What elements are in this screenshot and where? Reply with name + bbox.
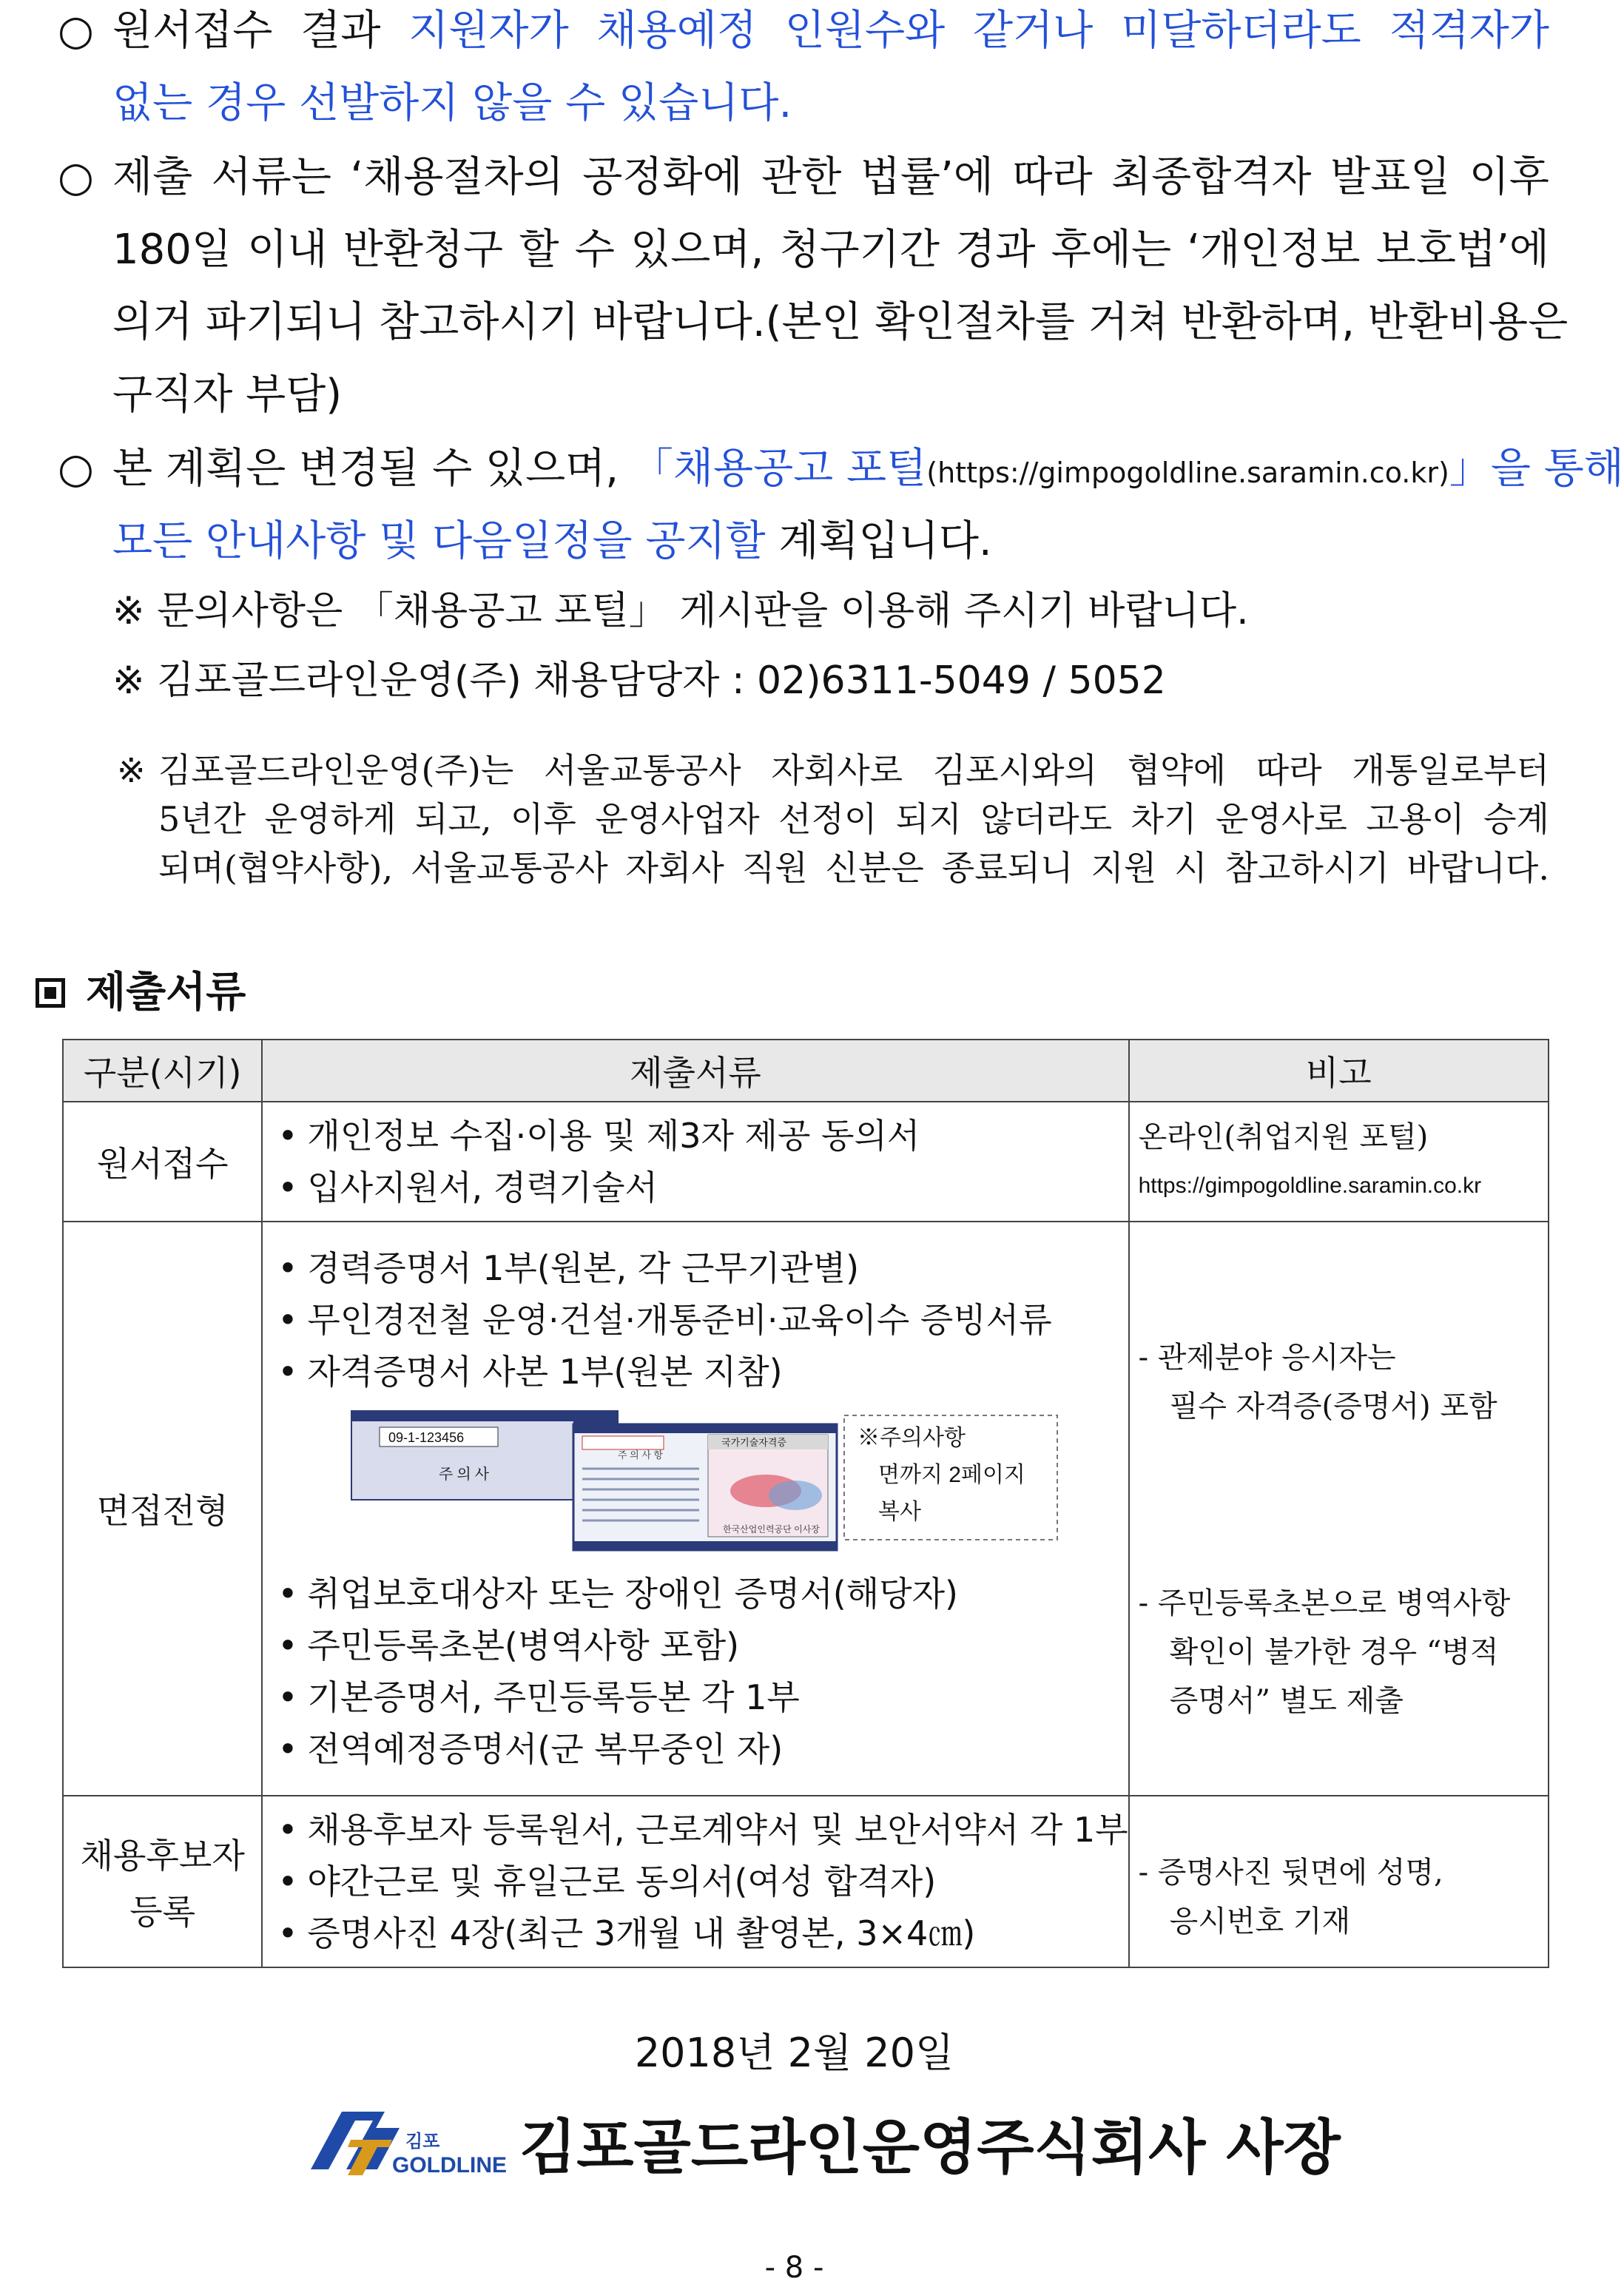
para2-line3: 의거 파기되니 참고하시기 바랍니다.(본인 확인절차를 거쳐 반환하며, 반환비용은 [112,298,1569,346]
portal-name: 「채용공고 포털 [631,445,927,493]
para1-line2: 없는 경우 선발하지 않을 수 있습니다. [112,79,792,127]
para2-line2: 180일 이내 반환청구 할 수 있으며, 청구기간 경과 후에는 ‘개인정보 보호법’에 [112,226,1549,274]
list-item: • 경력증명서 1부(원본, 각 근무기관별) [277,1248,860,1288]
cert-header: 국가기술자격증 [721,1437,787,1448]
notice-line1: 김포골드라인운영(주)는 서울교통공사 자회사로 김포시와의 협약에 따라 개통일로부터 [158,750,1549,790]
para3-line2 [112,517,992,565]
cert-note: 면까지 2페이지 [878,1463,1026,1487]
cert-number: 09-1-123456 [388,1430,465,1445]
para1-highlight: 지원자가 채용예정 인원수와 같거나 미달하더라도 적격자가 [408,7,1549,55]
list-item-text: 기본증명서, 주민등록등본 각 1부 [307,1677,800,1717]
contact-note: ※ 김포골드라인운영(주) 채용담당자 : 02)6311-5049 / 5052 [112,659,1166,703]
section-heading [36,960,246,1019]
list-item: • 전역예정증명서(군 복무중인 자) [277,1729,784,1769]
portal-url[interactable]: https://gimpogoldline.saramin.co.kr [1138,1173,1482,1198]
list-item: • 주민등록초본(병역사항 포함) [277,1626,740,1665]
remark-line: - 증명사진 뒷면에 성명, [1138,1856,1443,1890]
remark-line: 증명서” 별도 제출 [1169,1684,1404,1718]
header-remarks: 비고 [1129,1040,1549,1102]
page-number: - 8 - [764,2251,824,2285]
issue-date: 2018년 2월 20일 [634,2030,954,2076]
cert-small: 주 의 사 항 [618,1449,664,1461]
header-category: 구분(시기) [63,1040,262,1102]
remark-cell [1129,1102,1549,1222]
documents-table [62,1039,1549,1968]
list-item-text: 야간근로 및 휴일근로 동의서(여성 합격자) [307,1862,937,1902]
cert-issuer: 한국산업인력공단 이사장 [723,1524,821,1535]
para3-highlight: 」을 통해 [1449,445,1624,493]
para1-text: 원서접수 결과 [112,7,409,55]
company-signature: 김포골드라인운영주식회사 사장 [519,2112,1341,2182]
category-cell [63,1796,262,1967]
section-heading-text: 제출서류 [86,969,246,1017]
table-header-row [63,1040,1549,1102]
para2-line1: 제출 서류는 ‘채용절차의 공정화에 관한 법률’에 따라 최종합격자 발표일 이후 [112,153,1549,201]
para1-line1 [112,7,1549,55]
certificate-sample [277,1402,1128,1565]
list-item-text: 증명사진 4장(최근 3개월 내 촬영본, 3×4㎝) [307,1913,976,1953]
category-line: 채용후보자 [80,1836,245,1876]
remark-line: 확인이 불가한 경우 “병적 [1169,1635,1499,1669]
para2-line4: 구직자 부담) [112,371,343,419]
bullet-mark: ○ [58,7,94,55]
goldline-logo-icon [281,2101,507,2183]
list-item-text: 주민등록초본(병역사항 포함) [307,1626,740,1665]
square-bullet-icon [36,978,65,1008]
list-item: • 야간근로 및 휴일근로 동의서(여성 합격자) [277,1862,937,1902]
category-line: 등록 [129,1892,196,1932]
list-item: • 증명사진 4장(최근 3개월 내 촬영본, 3×4㎝) [277,1913,976,1953]
certificate-image [351,1402,1062,1557]
documents-cell [262,1102,1128,1222]
list-item-text: 전역예정증명서(군 복무중인 자) [307,1729,784,1769]
para3-text: 본 계획은 변경될 수 있으며, [112,445,632,493]
para3-text2: 계획입니다. [765,517,992,565]
list-item: • 기본증명서, 주민등록등본 각 1부 [277,1677,800,1717]
list-item-text: 채용후보자 등록원서, 근로계약서 및 보안서약서 각 1부 [307,1810,1128,1850]
notice-line2: 5년간 운영하게 되고, 이후 운영사업자 선정이 되지 않더라도 차기 운영사로 고용이 승계 [158,799,1549,839]
list-item-text: 개인정보 수집·이용 및 제3자 제공 동의서 [307,1116,920,1156]
list-item-text: 경력증명서 1부(원본, 각 근무기관별) [307,1248,860,1288]
portal-url[interactable]: (https://gimpogoldline.saramin.co.kr) [926,457,1449,489]
list-item: • 취업보호대상자 또는 장애인 증명서(해당자) [277,1574,958,1614]
bullet-mark: ○ [58,445,94,493]
remark-cell [1129,1222,1549,1796]
logo-korean-text: 김포 [405,2132,440,2152]
category-cell: 면접전형 [63,1222,262,1796]
list-item: • 개인정보 수집·이용 및 제3자 제공 동의서 [277,1116,920,1156]
inquiry-note: ※ 문의사항은 「채용공고 포털」 게시판을 이용해 주시기 바랍니다. [112,589,1249,633]
table-row [63,1102,1549,1222]
list-item: • 자격증명서 사본 1부(원본 지참) [277,1352,783,1392]
list-item-text: 입사지원서, 경력기술서 [307,1168,658,1208]
list-item: • 무인경전철 운영·건설·개통준비·교육이수 증빙서류 [277,1300,1052,1340]
cert-note: ※주의사항 [858,1426,966,1450]
header-documents: 제출서류 [262,1040,1128,1102]
table-row [63,1222,1549,1796]
notice-mark: ※ [117,750,146,790]
bullet-mark: ○ [58,153,94,201]
remark-line: - 관제분야 응시자는 [1138,1341,1396,1375]
documents-cell [262,1796,1128,1967]
remark-line: 응시번호 기재 [1169,1904,1351,1939]
category-cell: 원서접수 [63,1102,262,1222]
notice-line3: 되며(협약사항), 서울교통공사 자회사 직원 신분은 종료되니 지원 시 참고하시기 바랍니다. [158,848,1549,888]
list-item-text: 취업보호대상자 또는 장애인 증명서(해당자) [307,1574,958,1614]
remark-cell [1129,1796,1549,1967]
cert-note: 복사 [878,1500,922,1524]
cert-label: 주 의 사 [439,1466,490,1483]
para3-highlight2: 모든 안내사항 및 다음일정을 공지할 [112,517,766,565]
list-item: • 채용후보자 등록원서, 근로계약서 및 보안서약서 각 1부 [277,1810,1128,1850]
list-item-text: 무인경전철 운영·건설·개통준비·교육이수 증빙서류 [307,1300,1052,1340]
para3-line1 [112,445,1624,493]
list-item: • 입사지원서, 경력기술서 [277,1168,658,1208]
documents-cell [262,1222,1128,1796]
remark-line: 온라인(취업지원 포털) [1138,1120,1429,1154]
logo-english-text: GOLDLINE [392,2153,507,2177]
list-item-text: 자격증명서 사본 1부(원본 지참) [307,1352,783,1392]
table-row [63,1796,1549,1967]
remark-line: 필수 자격증(증명서) 포함 [1169,1390,1497,1424]
signature-block [281,2101,1341,2183]
remark-line: - 주민등록초본으로 병역사항 [1138,1586,1511,1620]
